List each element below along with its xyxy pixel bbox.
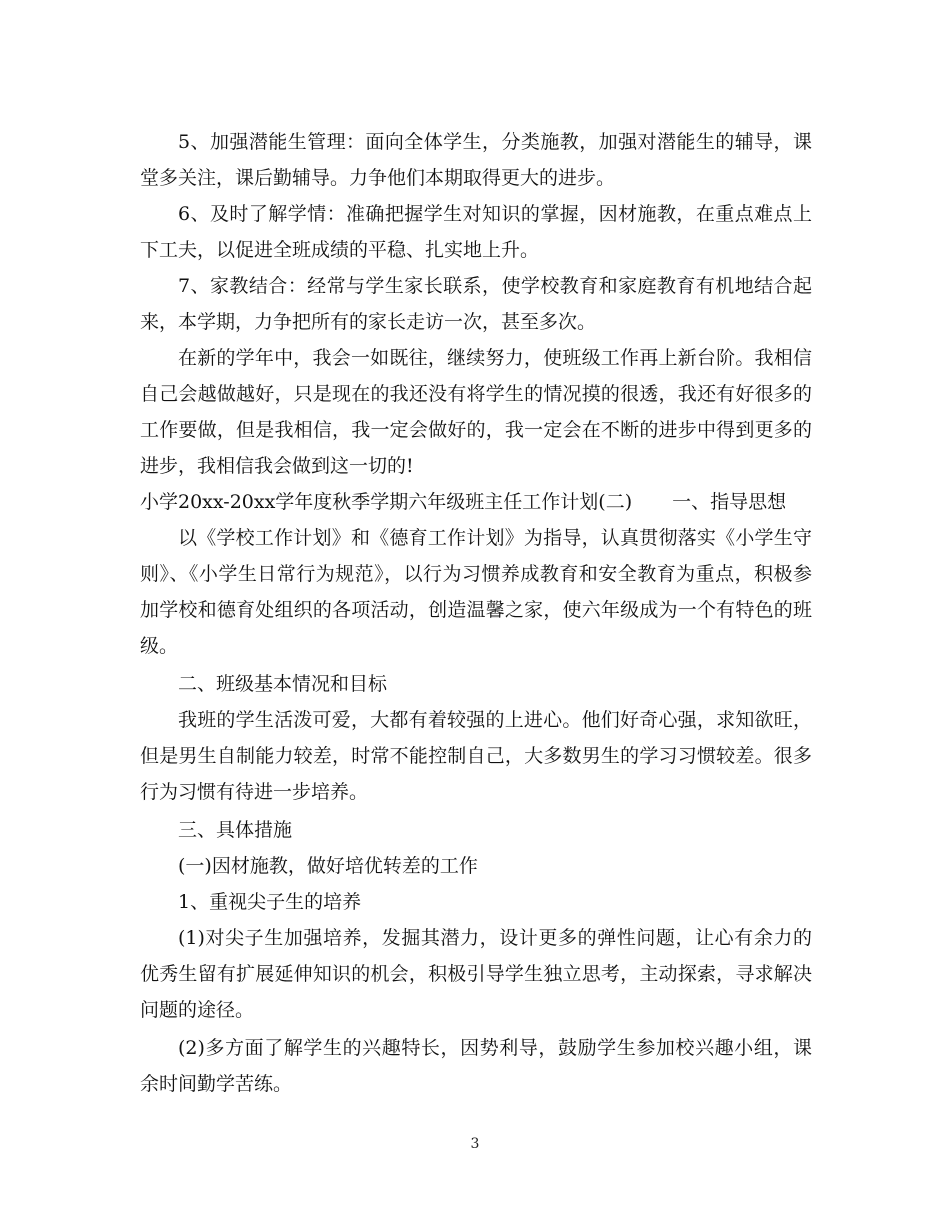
- paragraph-item-6: 6、及时了解学情：准确把握学生对知识的掌握，因材施教，在重点难点上下工夫，以促进全班成绩的平稳、扎实地上升。: [140, 203, 812, 261]
- subheading-top-students: 1、重视尖子生的培养: [178, 891, 362, 913]
- subheading-teaching-method: (一)因材施教，做好培优转差的工作: [178, 855, 478, 877]
- paragraph-class-situation: 我班的学生活泼可爱，大都有着较强的上进心。他们好奇心强，求知欲旺，但是男生自制能力较差，时常不能控制自己，大多数男生的学习习惯较差。很多行为习惯有待进一步培养。: [140, 709, 812, 803]
- paragraph-top-students-1: (1)对尖子生加强培养，发掘其潜力，设计更多的弹性问题，让心有余力的优秀生留有扩展延伸知识的机会，积极引导学生独立思考，主动探索，寻求解决问题的途径。: [140, 927, 812, 1021]
- page-number: 3: [470, 1136, 480, 1152]
- section-heading-class-situation: 二、班级基本情况和目标: [178, 673, 388, 695]
- document-body: [140, 124, 812, 1102]
- paragraph-top-students-2: (2)多方面了解学生的兴趣特长，因势利导，鼓励学生参加校兴趣小组，课余时间勤学苦练。: [140, 1037, 812, 1095]
- section-heading-measures: 三、具体措施: [178, 819, 293, 841]
- plan-title-line: [140, 484, 812, 520]
- paragraph-guiding-thought: 以《学校工作计划》和《德育工作计划》为指导，认真贯彻落实《小学生守则》、《小学生日常行为规范》，以行为习惯养成教育和安全教育为重点，积极参加学校和德育处组织的各项活动，创造温馨之家，使六年级成为一个有特色的班级。: [140, 527, 812, 657]
- paragraph-item-5: 5、加强潜能生管理：面向全体学生，分类施教，加强对潜能生的辅导，课堂多关注，课后勤辅导。力争他们本期取得更大的进步。: [140, 131, 812, 189]
- paragraph-item-7: 7、家教结合：经常与学生家长联系，使学校教育和家庭教育有机地结合起来，本学期，力争把所有的家长走访一次，甚至多次。: [140, 275, 812, 333]
- paragraph-conclusion: 在新的学年中，我会一如既往，继续努力，使班级工作再上新台阶。我相信自己会越做越好，只是现在的我还没有将学生的情况摸的很透，我还有好很多的工作要做，但是我相信，我一定会做好的，我一定会在不断的进步中得到更多的进步，我相信我会做到这一切的!: [140, 347, 812, 477]
- section-heading-guiding-thought: 一、指导思想: [672, 491, 787, 513]
- plan-title: 小学20xx-20xx学年度秋季学期六年级班主任工作计划(二): [140, 491, 633, 513]
